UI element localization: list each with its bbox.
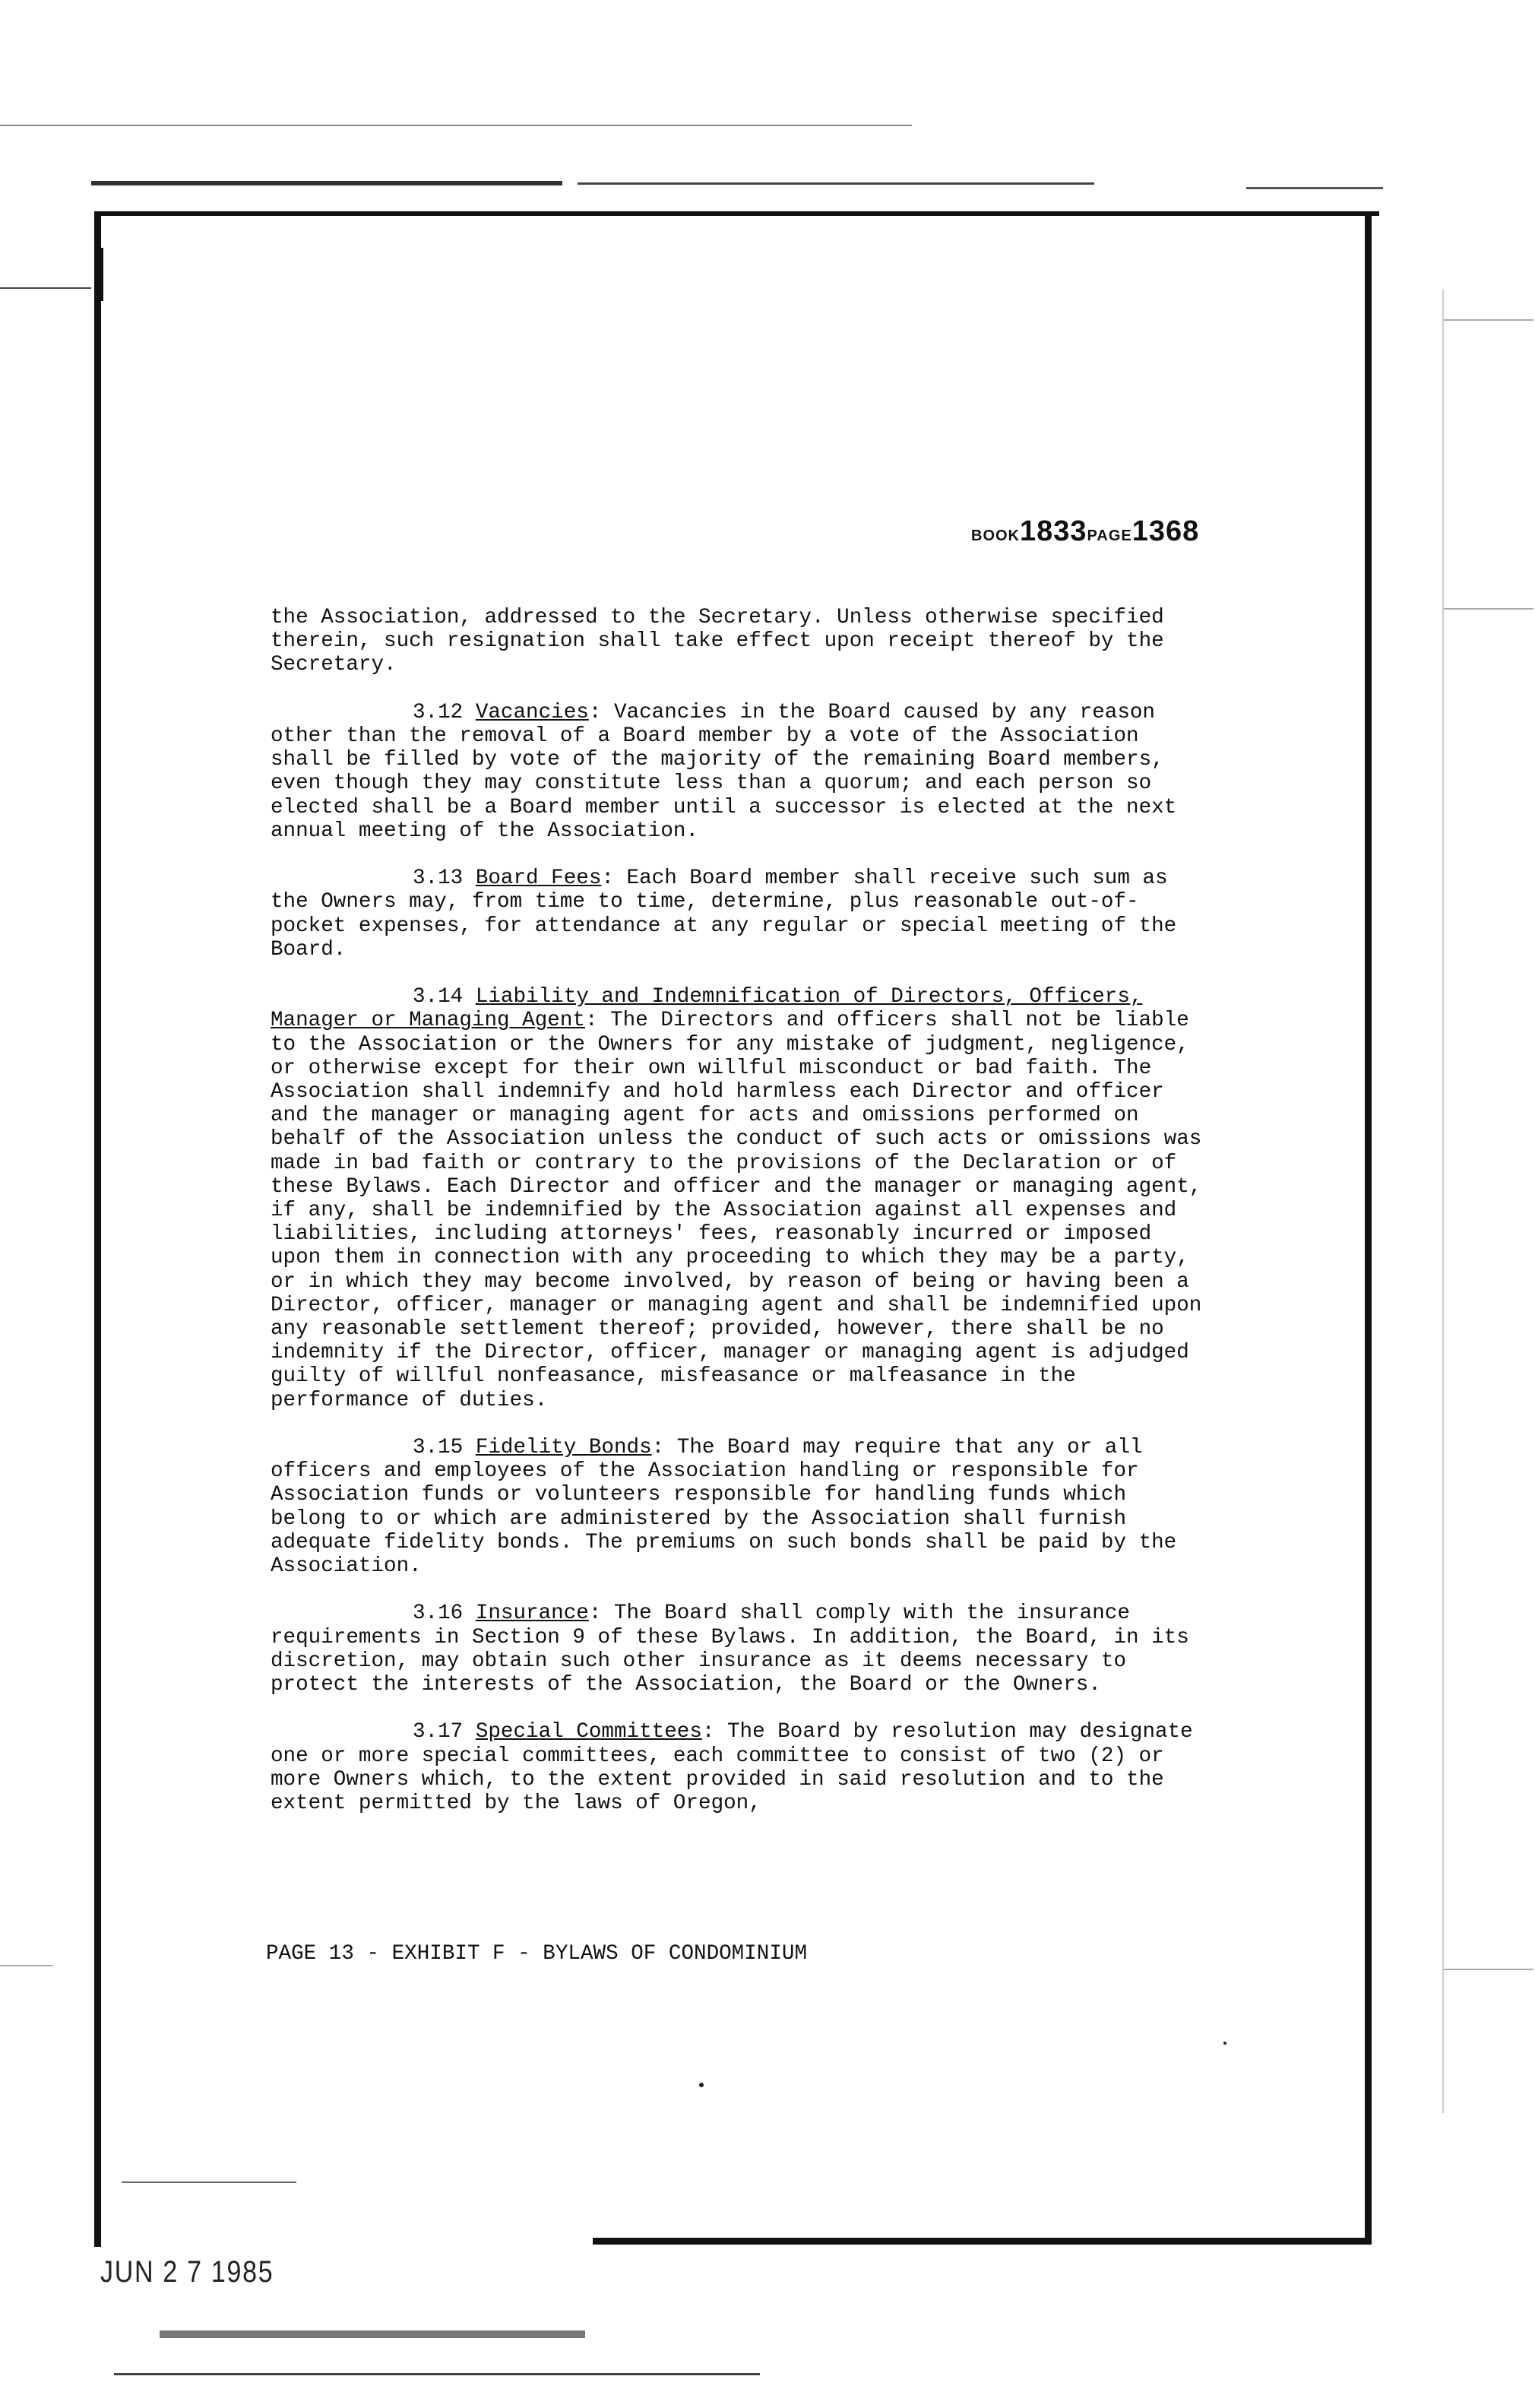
section-number: 3.17 bbox=[413, 1720, 464, 1744]
section-text: : The Directors and officers shall not be liable to the Association or the Owners for any mistake of judgment, negligence, or otherwise except for their own willful misconduct or bad faith. The Association shall indemnify and hold harmless each Director and officer and the manager or managing agent for acts and omissions performed on behalf of the Association unless the conduct of such acts or omissions was made in bad faith or contrary to the provisions of the Declaration or of these Bylaws. Each Director and officer and the manager or managing agent, if any, shall be indemnified by the Association against all expenses and liabilities, including attorneys' fees, reasonably incurred or imposed upon them in connection with any proceeding to which they may be a party, or in which they may become involved, by reason of being or having been a Director, officer, manager or managing agent and shall be indemnified upon any reasonable settlement thereof; provided, however, there shall be no indemnity if the Director, officer, manager or managing agent is adjudged guilty of willful nonfeasance, misfeasance or malfeasance in the performance of duties. bbox=[271, 1009, 1202, 1412]
section-3-17 bbox=[271, 1720, 1213, 1815]
section-3-13 bbox=[271, 867, 1213, 962]
recording-date-stamp: JUN 2 7 1985 bbox=[100, 2255, 274, 2289]
section-heading: Vacancies bbox=[475, 700, 589, 724]
section-text: : The Board may require that any or all officers and employees of the Association handling or responsible for Association funds or volunteers responsible for handling funds which belong to or which are administered by the Association shall furnish adequate fidelity bonds. The premiums on such bonds shall be paid by the Association. bbox=[271, 1436, 1177, 1579]
section-3-14 bbox=[271, 985, 1213, 1412]
scan-edge-line bbox=[91, 181, 562, 185]
section-heading: Liability and Indemnification of Directors, Officers, Manager or Managing Agent bbox=[271, 985, 1143, 1033]
section-text: : The Board by resolution may designate one or more special committees, each committee to consist of two (2) or more Owners which, to the extent provided in said resolution and to the extent permitted by the laws of Oregon, bbox=[271, 1720, 1193, 1816]
page-number: 1368 bbox=[1131, 515, 1200, 547]
section-3-12 bbox=[271, 701, 1213, 843]
scan-edge-line bbox=[0, 1965, 53, 1966]
page-border-bottom bbox=[593, 2238, 1372, 2245]
book-page-stamp bbox=[971, 515, 1199, 548]
section-number: 3.16 bbox=[413, 1602, 464, 1626]
scan-edge-line bbox=[1442, 1969, 1533, 1970]
section-heading: Board Fees bbox=[475, 867, 602, 891]
section-number: 3.13 bbox=[413, 867, 464, 891]
section-text: : The Board shall comply with the insurance requirements in Section 9 of these Bylaws. In addition, the Board, in its discretion, may obtain such other insurance as it deems necessary to protect the interests of the Association, the Board or the Owners. bbox=[271, 1602, 1189, 1697]
section-3-16 bbox=[271, 1602, 1213, 1697]
speckle bbox=[1442, 289, 1444, 2113]
book-label: BOOK bbox=[971, 528, 1020, 544]
scan-edge-line bbox=[0, 287, 91, 289]
section-number: 3.12 bbox=[413, 700, 464, 724]
section-text: : Vacancies in the Board caused by any reason other than the removal of a Board member by a vote of the Association shall be filled by vote of the majority of the remaining Board members, even though they may constitute less than a quorum; and each person so elected shall be a Board member until a successor is elected at the next annual meeting of the Association. bbox=[271, 700, 1177, 843]
section-3-15 bbox=[271, 1436, 1213, 1578]
section-text: : Each Board member shall receive such sum as the Owners may, from time to time, determine, plus reasonable out-of-pocket expenses, for attendance at any regular or special meeting of the Board. bbox=[271, 867, 1177, 962]
section-heading: Special Committees bbox=[475, 1720, 702, 1744]
paragraph-continuation: the Association, addressed to the Secretary. Unless otherwise specified therein, such resignation shall take effect upon receipt thereof by the Secretary. bbox=[271, 606, 1164, 677]
document-body bbox=[271, 606, 1213, 1839]
page-label: PAGE bbox=[1087, 528, 1132, 544]
scan-edge-line bbox=[0, 125, 912, 126]
scan-edge-line bbox=[1442, 319, 1533, 321]
section-heading: Fidelity Bonds bbox=[475, 1436, 652, 1460]
page-footer: PAGE 13 - EXHIBIT F - BYLAWS OF CONDOMINIUM bbox=[266, 1942, 808, 1966]
book-number: 1833 bbox=[1020, 515, 1087, 547]
section-heading: Insurance bbox=[475, 1602, 589, 1626]
section-number: 3.14 bbox=[413, 985, 464, 1009]
section-number: 3.15 bbox=[413, 1436, 464, 1460]
scan-edge-line bbox=[1442, 608, 1533, 610]
scan-edge-line bbox=[1246, 187, 1383, 189]
page-border-right bbox=[1365, 211, 1372, 2245]
scan-edge-line bbox=[114, 2373, 760, 2375]
scan-edge-line bbox=[578, 182, 1094, 185]
scan-edge-line bbox=[160, 2330, 585, 2338]
